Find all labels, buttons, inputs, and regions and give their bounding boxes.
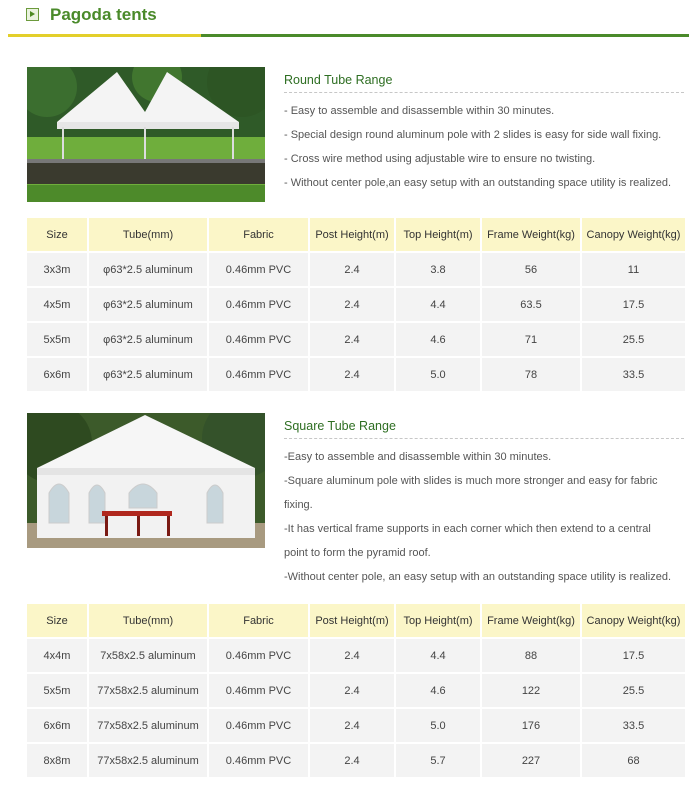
column-header: Top Height(m)	[396, 604, 480, 637]
table-cell: 5x5m	[27, 674, 87, 707]
table-cell: 3x3m	[27, 253, 87, 286]
page-title: Pagoda tents	[50, 5, 157, 24]
table-cell: 0.46mm PVC	[209, 639, 308, 672]
round-divider	[284, 92, 684, 93]
table-cell: 0.46mm PVC	[209, 744, 308, 777]
table-cell: 4.6	[396, 323, 480, 356]
square-feature: point to form the pyramid roof.	[284, 547, 431, 559]
table-cell: 2.4	[310, 674, 394, 707]
column-header: Fabric	[209, 604, 308, 637]
table-cell: 71	[482, 323, 580, 356]
table-cell: 17.5	[582, 288, 685, 321]
table-cell: 5x5m	[27, 323, 87, 356]
column-header: Tube(mm)	[89, 604, 207, 637]
table-cell: 2.4	[310, 709, 394, 742]
table-cell: 78	[482, 358, 580, 391]
arrow-right-icon	[26, 8, 39, 21]
table-cell: 4.4	[396, 288, 480, 321]
table-cell: 33.5	[582, 709, 685, 742]
table-cell: φ63*2.5 aluminum	[89, 358, 207, 391]
round-range-title: Round Tube Range	[284, 73, 393, 87]
square-feature: -Easy to assemble and disassemble within 30 minutes.	[284, 451, 552, 463]
table-row	[27, 323, 685, 356]
table-cell: φ63*2.5 aluminum	[89, 288, 207, 321]
table-cell: 0.46mm PVC	[209, 288, 308, 321]
table-row	[27, 674, 685, 707]
table-cell: 0.46mm PVC	[209, 323, 308, 356]
table-cell: 17.5	[582, 639, 685, 672]
column-header: Size	[27, 604, 87, 637]
round-feature: - Without center pole,an easy setup with an outstanding space utility is realized.	[284, 177, 672, 189]
table-header-row	[27, 604, 685, 637]
table-cell: 77x58x2.5 aluminum	[89, 744, 207, 777]
square-feature: -It has vertical frame supports in each corner which then extend to a central	[284, 523, 651, 535]
column-header: Frame Weight(kg)	[482, 218, 580, 251]
table-cell: 0.46mm PVC	[209, 674, 308, 707]
column-header: Tube(mm)	[89, 218, 207, 251]
table-cell: 176	[482, 709, 580, 742]
header-rule-green	[201, 34, 689, 37]
round-feature: - Cross wire method using adjustable wire to ensure no twisting.	[284, 153, 596, 165]
table-cell: 0.46mm PVC	[209, 709, 308, 742]
table-cell: 25.5	[582, 674, 685, 707]
round-feature: - Easy to assemble and disassemble within 30 minutes.	[284, 105, 555, 117]
table-cell: 4.6	[396, 674, 480, 707]
column-header: Fabric	[209, 218, 308, 251]
round-tube-tent-photo	[27, 67, 265, 202]
column-header: Top Height(m)	[396, 218, 480, 251]
table-cell: 88	[482, 639, 580, 672]
table-header-row	[27, 218, 685, 251]
table-cell: 122	[482, 674, 580, 707]
table-cell: 68	[582, 744, 685, 777]
square-feature-list	[284, 445, 684, 589]
table-cell: 3.8	[396, 253, 480, 286]
header-rule-yellow	[8, 34, 201, 37]
table-row	[27, 253, 685, 286]
table-cell: 33.5	[582, 358, 685, 391]
table-cell: 4.4	[396, 639, 480, 672]
table-cell: 0.46mm PVC	[209, 358, 308, 391]
table-cell: 4x4m	[27, 639, 87, 672]
table-cell: 5.0	[396, 709, 480, 742]
table-cell: φ63*2.5 aluminum	[89, 253, 207, 286]
table-cell: 11	[582, 253, 685, 286]
table-cell: 25.5	[582, 323, 685, 356]
round-feature: - Special design round aluminum pole with 2 slides is easy for side wall fixing.	[284, 129, 662, 141]
round-feature-list	[284, 99, 684, 195]
square-feature: fixing.	[284, 499, 313, 511]
square-spec-table	[25, 602, 687, 779]
round-spec-table	[25, 216, 687, 393]
table-cell: 7x58x2.5 aluminum	[89, 639, 207, 672]
column-header: Post Height(m)	[310, 218, 394, 251]
table-cell: 227	[482, 744, 580, 777]
table-cell: 2.4	[310, 288, 394, 321]
square-divider	[284, 438, 684, 439]
table-cell: 2.4	[310, 639, 394, 672]
table-row	[27, 288, 685, 321]
square-feature: -Without center pole, an easy setup with an outstanding space utility is realized.	[284, 571, 672, 583]
table-cell: 5.0	[396, 358, 480, 391]
square-range-title: Square Tube Range	[284, 419, 396, 433]
table-row	[27, 639, 685, 672]
square-tube-tent-photo	[27, 413, 265, 548]
table-cell: 8x8m	[27, 744, 87, 777]
table-cell: 2.4	[310, 358, 394, 391]
table-cell: 2.4	[310, 744, 394, 777]
column-header: Size	[27, 218, 87, 251]
table-cell: 56	[482, 253, 580, 286]
table-cell: 6x6m	[27, 358, 87, 391]
table-cell: 4x5m	[27, 288, 87, 321]
square-feature: -Square aluminum pole with slides is much more stronger and easy for fabric	[284, 475, 658, 487]
table-cell: φ63*2.5 aluminum	[89, 323, 207, 356]
table-row	[27, 709, 685, 742]
column-header: Canopy Weight(kg)	[582, 218, 685, 251]
table-cell: 5.7	[396, 744, 480, 777]
table-row	[27, 744, 685, 777]
page-header	[8, 0, 689, 36]
table-cell: 77x58x2.5 aluminum	[89, 674, 207, 707]
table-cell: 2.4	[310, 253, 394, 286]
column-header: Frame Weight(kg)	[482, 604, 580, 637]
table-cell: 6x6m	[27, 709, 87, 742]
table-cell: 63.5	[482, 288, 580, 321]
table-cell: 77x58x2.5 aluminum	[89, 709, 207, 742]
column-header: Canopy Weight(kg)	[582, 604, 685, 637]
table-row	[27, 358, 685, 391]
column-header: Post Height(m)	[310, 604, 394, 637]
table-cell: 0.46mm PVC	[209, 253, 308, 286]
table-cell: 2.4	[310, 323, 394, 356]
